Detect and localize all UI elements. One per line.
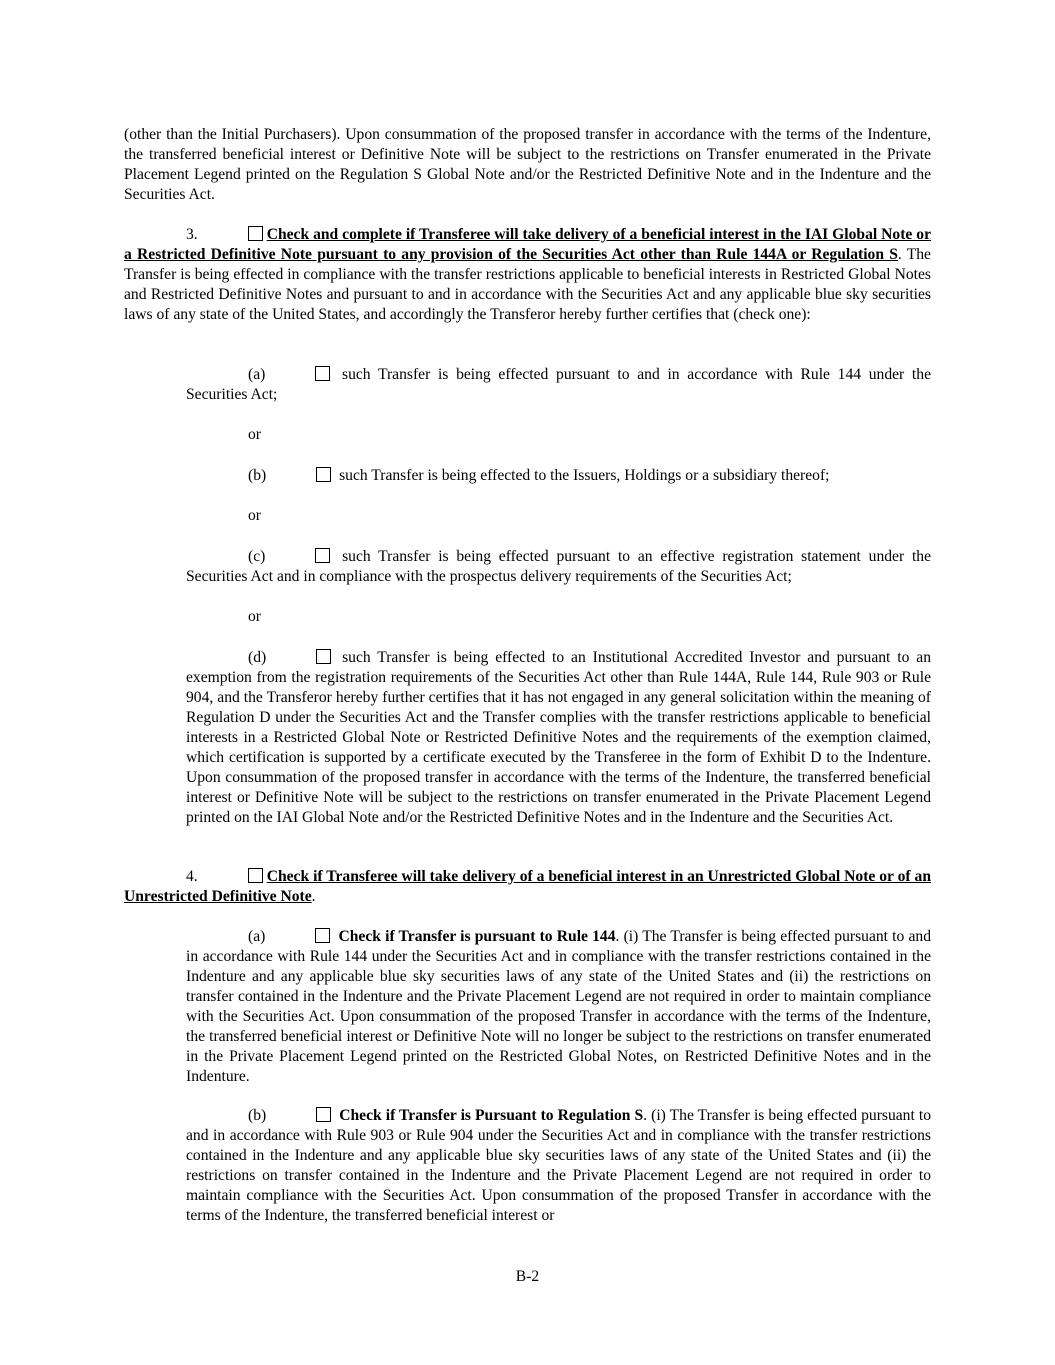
item-label: (c) xyxy=(248,548,266,565)
section-4-a-checkbox[interactable] xyxy=(315,928,330,943)
section-4-heading-end: . xyxy=(311,888,316,905)
item-heading: Check if Transfer is pursuant to Rule 144 xyxy=(338,928,616,945)
or-connector: or xyxy=(248,507,261,524)
intro-paragraph: (other than the Initial Purchasers). Upon consummation of the proposed transfer in accordance with the terms of the Indenture, the transferred beneficial interest or Definitive Note will be subject to the restrictions on Transfer enumerated in the Private Placement Legend printed on the Regulation S Global Note and/or the Restricted Definitive Note and in the Indenture and the Securities Act. xyxy=(124,126,931,203)
section-3-paragraph xyxy=(124,225,931,325)
section-4-b-checkbox[interactable] xyxy=(316,1107,331,1122)
section-3-checkbox[interactable] xyxy=(248,226,263,241)
item-text: such Transfer is being effected to an Institutional Accredited Investor and pursuant to an exemption from the registration requirements of the Securities Act other than Rule 144A, Rule 144, Rule 903 or Rule 904, and the Transferor hereby further certifies that it has not engaged in any general solicitation within the meaning of Regulation D under the Securities Act and the Transfer complies with the transfer restrictions applicable to beneficial interests in a Restricted Global Note or Restricted Definitive Notes and the requirements of the exemption claimed, which certification is supported by a certificate executed by the Transferee in the form of Exhibit D to the Indenture. Upon consummation of the proposed transfer in accordance with the terms of the Indenture, the transferred beneficial interest or Definitive Note will be subject to the restrictions on transfer enumerated in the Private Placement Legend printed on the IAI Global Note and/or the Restricted Definitive Notes and in the Indenture and the Securities Act. xyxy=(186,649,931,826)
item-text: such Transfer is being effected pursuant to an effective registration statement under the Securities Act and in compliance with the prospectus delivery requirements of the Securities Act; xyxy=(186,548,931,585)
item-label: (d) xyxy=(248,649,267,666)
item-text: . (i) The Transfer is being effected pursuant to and in accordance with Rule 144 under the Securities Act and in compliance with the transfer restrictions contained in the Indenture and any applicable blue sky securities laws of any state of the United States and (ii) the restrictions on transfer contained in the Indenture and the Private Placement Legend are not required in order to maintain compliance with the Securities Act. Upon consummation of the proposed Transfer in accordance with the terms of the Indenture, the transferred beneficial interest or Definitive Note will no longer be subject to the restrictions on transfer enumerated in the Private Placement Legend printed on the Restricted Global Notes, on Restricted Definitive Notes and in the Indenture. xyxy=(186,928,931,1085)
item-text: such Transfer is being effected to the Issuers, Holdings or a subsidiary thereof; xyxy=(339,467,830,484)
section-4-item-b xyxy=(186,1106,931,1226)
section-4-number: 4. xyxy=(186,868,198,885)
section-4-checkbox[interactable] xyxy=(248,868,263,883)
section-3-a-checkbox[interactable] xyxy=(315,366,330,381)
section-3-heading: Check and complete if Transferee will take delivery of a beneficial interest in the IAI Global Note or a Restricted Definitive Note pursuant to any provision of the Securities Act other than Rule 144A or Regulation S xyxy=(124,226,931,263)
section-3-item-a xyxy=(186,365,931,405)
item-label: (b) xyxy=(248,1107,267,1124)
item-text: such Transfer is being effected pursuant to and in accordance with Rule 144 under the Securities Act; xyxy=(186,366,931,403)
section-3-item-d xyxy=(186,648,931,828)
item-label: (a) xyxy=(248,366,266,383)
section-3-item-b xyxy=(248,466,829,486)
item-label: (b) xyxy=(248,467,267,484)
section-4-paragraph xyxy=(124,867,931,907)
section-3-c-checkbox[interactable] xyxy=(315,548,330,563)
section-4-heading: Check if Transferee will take delivery of a beneficial interest in an Unrestricted Global Note or of an Unrestricted Definitive Note xyxy=(124,868,931,905)
section-3-body: . The Transfer is being effected in compliance with the transfer restrictions applicable to beneficial interests in Restricted Global Notes and Restricted Definitive Notes and pursuant to and in accordance with the Securities Act and any applicable blue sky securities laws of any state of the United States, and accordingly the Transferor hereby further certifies that (check one): xyxy=(124,246,931,323)
section-3-d-checkbox[interactable] xyxy=(316,649,331,664)
section-3-number: 3. xyxy=(186,226,198,243)
item-label: (a) xyxy=(248,928,266,945)
section-4-item-a xyxy=(186,927,931,1087)
section-3-b-checkbox[interactable] xyxy=(316,467,331,482)
item-text: . (i) The Transfer is being effected pursuant to and in accordance with Rule 903 or Rule 904 under the Securities Act and in compliance with the transfer restrictions contained in the Indenture and any applicable blue sky securities laws of any state of the United States and (ii) the restrictions on transfer contained in the Indenture and the Private Placement Legend are not required in order to maintain compliance with the Securities Act. Upon consummation of the proposed Transfer in accordance with the terms of the Indenture, the transferred beneficial interest or xyxy=(186,1107,931,1224)
or-connector: or xyxy=(248,426,261,443)
section-3-item-c xyxy=(186,547,931,587)
or-connector: or xyxy=(248,608,261,625)
item-heading: Check if Transfer is Pursuant to Regulation S xyxy=(339,1107,644,1124)
page-number: B-2 xyxy=(515,1268,540,1285)
